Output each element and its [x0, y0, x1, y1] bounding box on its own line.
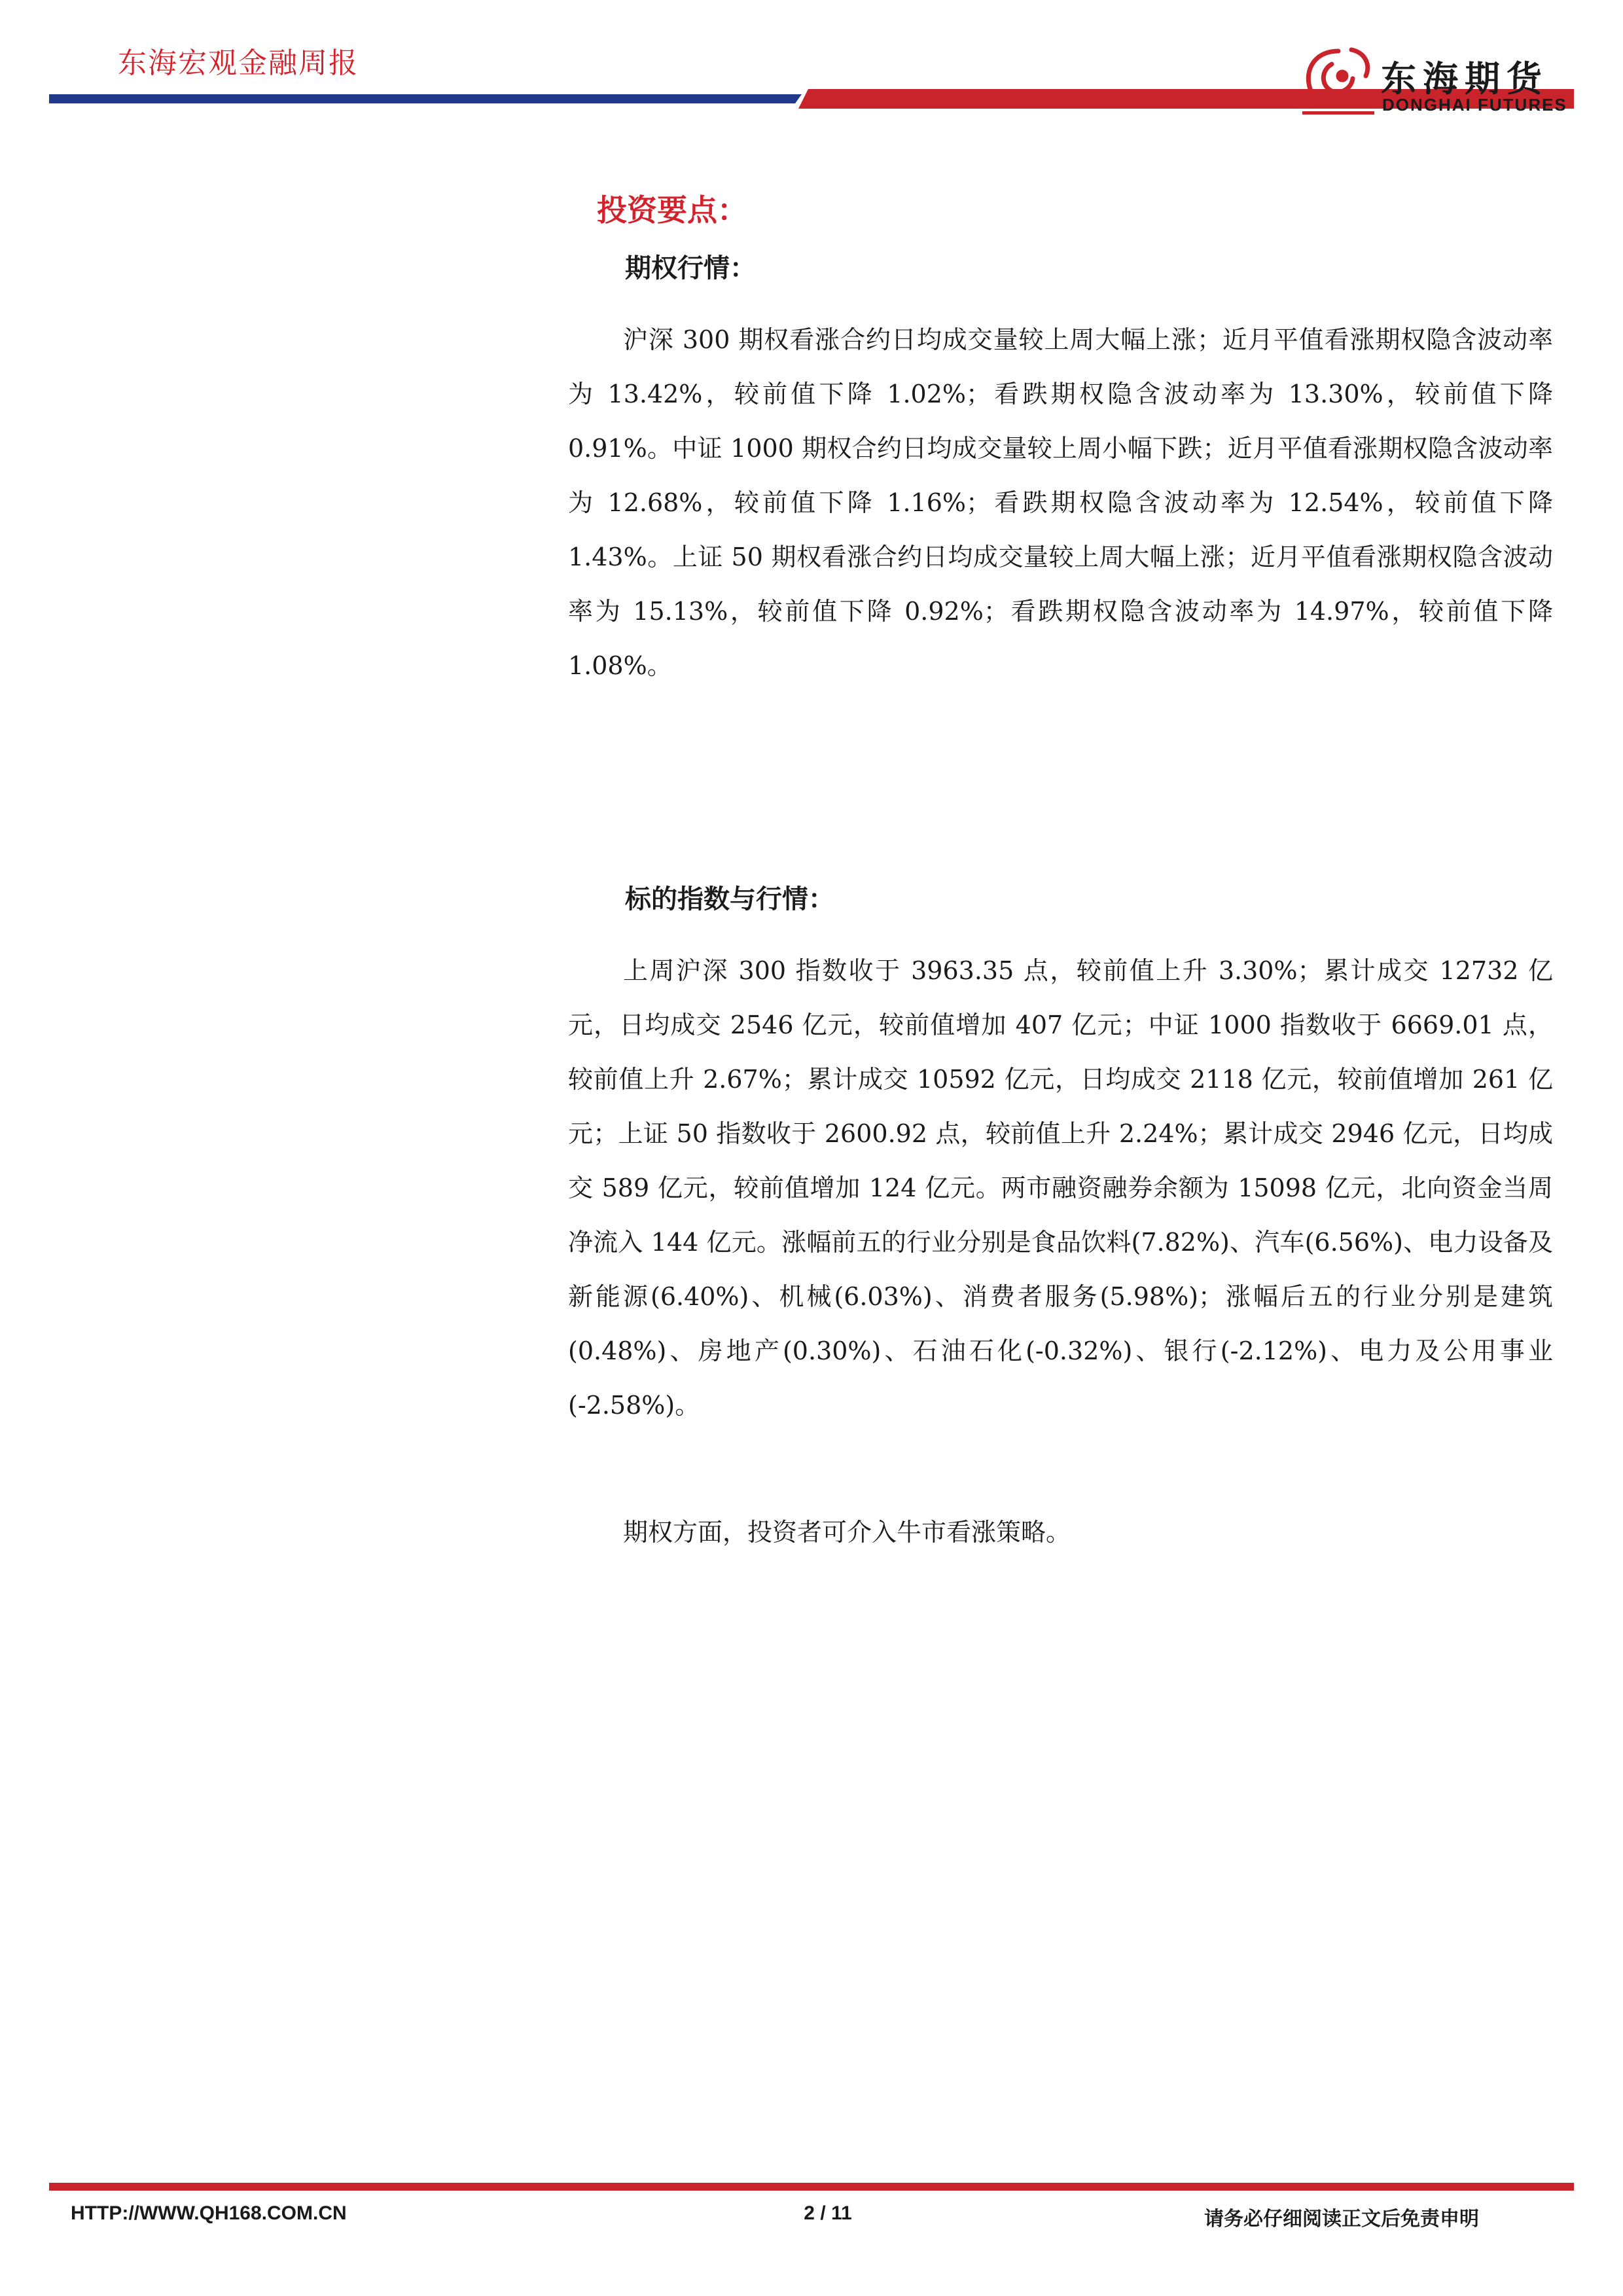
- logo-chinese-text: 东海期货: [1381, 58, 1548, 99]
- report-series-title: 东海宏观金融周报: [118, 46, 359, 80]
- underlying-index-heading: 标的指数与行情：: [625, 884, 834, 914]
- website-link[interactable]: HTTP://WWW.QH168.COM.CN: [71, 2202, 347, 2224]
- disclaimer-note: 请务必仔细阅读正文后免责申明: [1204, 2208, 1479, 2231]
- footer-divider: [49, 2183, 1574, 2191]
- options-market-heading: 期权行情：: [625, 253, 756, 283]
- underlying-index-paragraph: 上周沪深 300 指数收于 3963.35 点，较前值上升 3.30%；累计成交 12732 亿元，日均成交 2546 亿元，较前值增加 407 亿元；中证 1000 指数收于 6669.01 点，较前值上升 2.67%；累计成交 10592 亿元，日均成交 2118 亿元，较前值增加 261 亿元；上证 50 指数收于 2600.92 点，较前值上升 2.24%；累计成交 2946 亿元，日均成交 589 亿元，较前值增加 124 亿元。两市融资融券余额为 15098 亿元，北向资金当周净流入 144 亿元。涨幅前五的行业分别是食品饮料(7.82%)、汽车(6.56%)、电力设备及新能源(6.40%)、机械(6.03%)、消费者服务(5.98%)；涨幅后五的行业分别是建筑(0.48%)、房地产(0.30%)、石油石化(-0.32%)、银行(-2.12%)、电力及公用事业(-2.58%)。: [568, 956, 1553, 1420]
- options-market-paragraph: 沪深 300 期权看涨合约日均成交量较上周大幅上涨；近月平值看涨期权隐含波动率为 13.42%，较前值下降 1.02%；看跌期权隐含波动率为 13.30%，较前值下降 0.91%。中证 1000 期权合约日均成交量较上周小幅下跌；近月平值看涨期权隐含波动率为 12.68%，较前值下降 1.16%；看跌期权隐含波动率为 12.54%，较前值下降 1.43%。上证 50 期权看涨合约日均成交量较上周大幅上涨；近月平值看涨期权隐含波动率为 15.13%，较前值下降 0.92%；看跌期权隐含波动率为 14.97%，较前值下降 1.08%。: [568, 325, 1553, 680]
- page-number: 2 / 11: [804, 2202, 852, 2224]
- strategy-paragraph: 期权方面，投资者可介入牛市看涨策略。: [623, 1518, 1071, 1547]
- investment-highlights-heading: 投资要点：: [597, 192, 747, 228]
- logo-english-text: DONGHAI FUTURES: [1382, 95, 1567, 115]
